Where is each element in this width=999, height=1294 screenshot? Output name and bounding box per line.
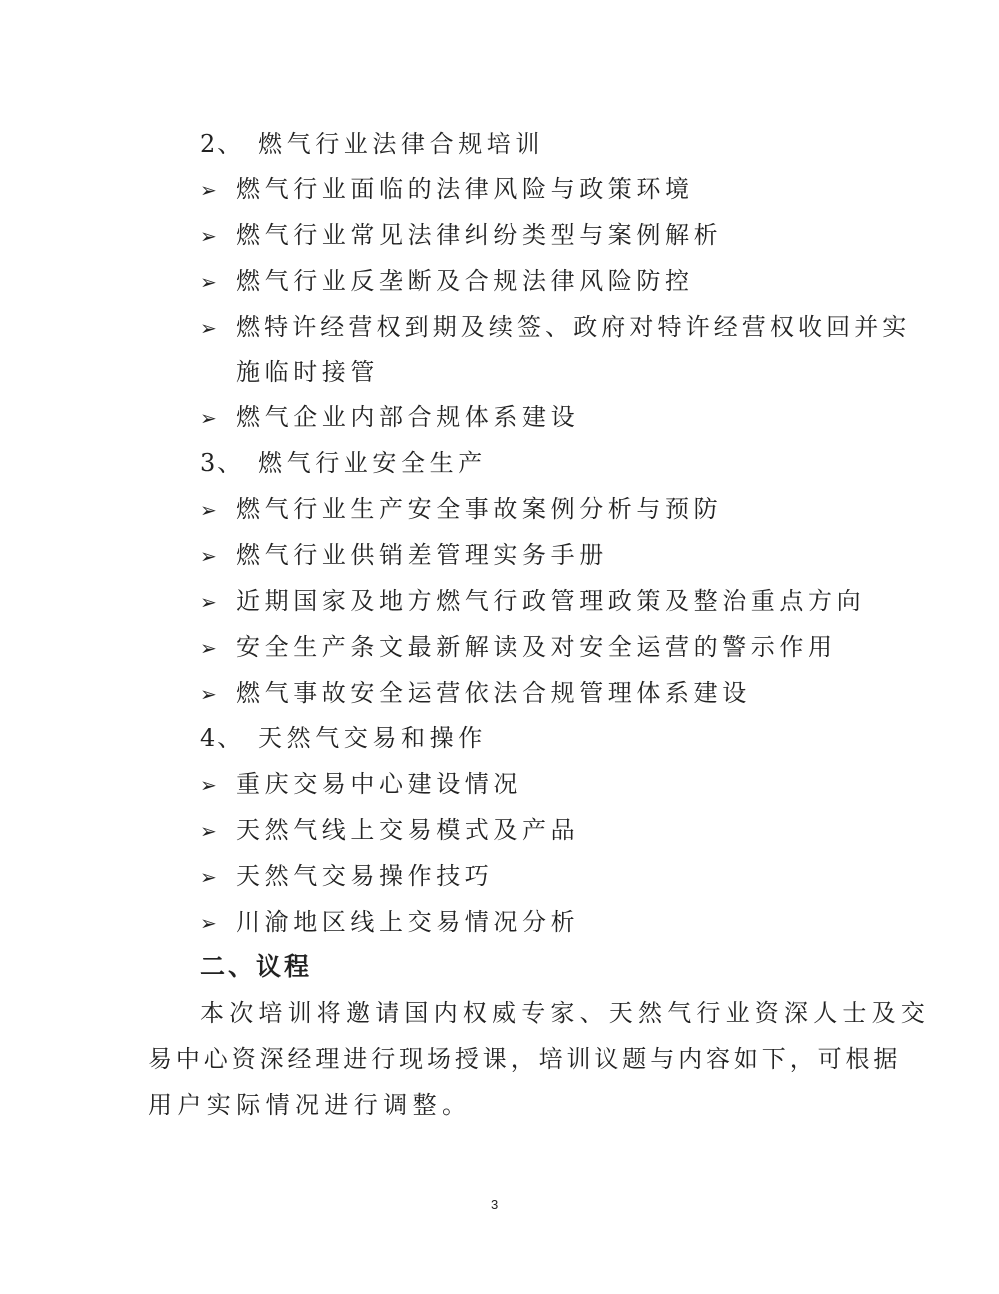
arrow-bullet-icon: ➢ (200, 636, 217, 660)
section-title: 天然气交易和操作 (258, 724, 487, 752)
list-item: 燃气行业常见法律纠纷类型与案例解析 (236, 221, 723, 249)
arrow-bullet-icon: ➢ (200, 406, 217, 430)
arrow-bullet-icon: ➢ (200, 316, 217, 340)
arrow-bullet-icon: ➢ (200, 498, 217, 522)
section-number: 4、 (200, 724, 244, 752)
section-title: 燃气行业安全生产 (258, 449, 487, 477)
arrow-bullet-icon: ➢ (200, 224, 217, 248)
paragraph-line: 用户实际情况进行调整。 (148, 1091, 472, 1119)
section-title: 燃气行业法律合规培训 (258, 130, 544, 158)
arrow-bullet-icon: ➢ (200, 911, 217, 935)
arrow-bullet-icon: ➢ (200, 544, 217, 568)
list-item: 燃气行业供销差管理实务手册 (236, 541, 608, 569)
arrow-bullet-icon: ➢ (200, 270, 217, 294)
arrow-bullet-icon: ➢ (200, 819, 217, 843)
arrow-bullet-icon: ➢ (200, 590, 217, 614)
list-item: 燃气行业生产安全事故案例分析与预防 (236, 495, 723, 523)
list-item: 燃气企业内部合规体系建设 (236, 403, 580, 431)
section-number: 2、 (200, 130, 244, 158)
list-item-continuation: 施临时接管 (236, 358, 379, 386)
list-item: 天然气线上交易模式及产品 (236, 816, 580, 844)
agenda-heading: 二、议程 (200, 952, 313, 981)
list-item: 川渝地区线上交易情况分析 (236, 908, 580, 936)
list-item: 重庆交易中心建设情况 (236, 770, 522, 798)
arrow-bullet-icon: ➢ (200, 178, 217, 202)
list-item: 燃气行业反垄断及合规法律风险防控 (236, 267, 694, 295)
paragraph-line: 本次培训将邀请国内权威专家、天然气行业资深人士及交 (200, 999, 930, 1027)
page-number: 3 (491, 1197, 499, 1212)
list-item: 燃气行业面临的法律风险与政策环境 (236, 175, 694, 203)
list-item: 天然气交易操作技巧 (236, 862, 494, 890)
section-number: 3、 (200, 449, 244, 477)
arrow-bullet-icon: ➢ (200, 773, 217, 797)
list-item: 安全生产条文最新解读及对安全运营的警示作用 (236, 633, 837, 661)
paragraph-line: 易中心资深经理进行现场授课，培训议题与内容如下，可根据 (148, 1045, 902, 1073)
arrow-bullet-icon: ➢ (200, 865, 217, 889)
list-item: 燃气事故安全运营依法合规管理体系建设 (236, 679, 751, 707)
list-item: 近期国家及地方燃气行政管理政策及整治重点方向 (236, 587, 866, 615)
arrow-bullet-icon: ➢ (200, 682, 217, 706)
list-item: 燃特许经营权到期及续签、政府对特许经营权收回并实 (236, 313, 911, 341)
